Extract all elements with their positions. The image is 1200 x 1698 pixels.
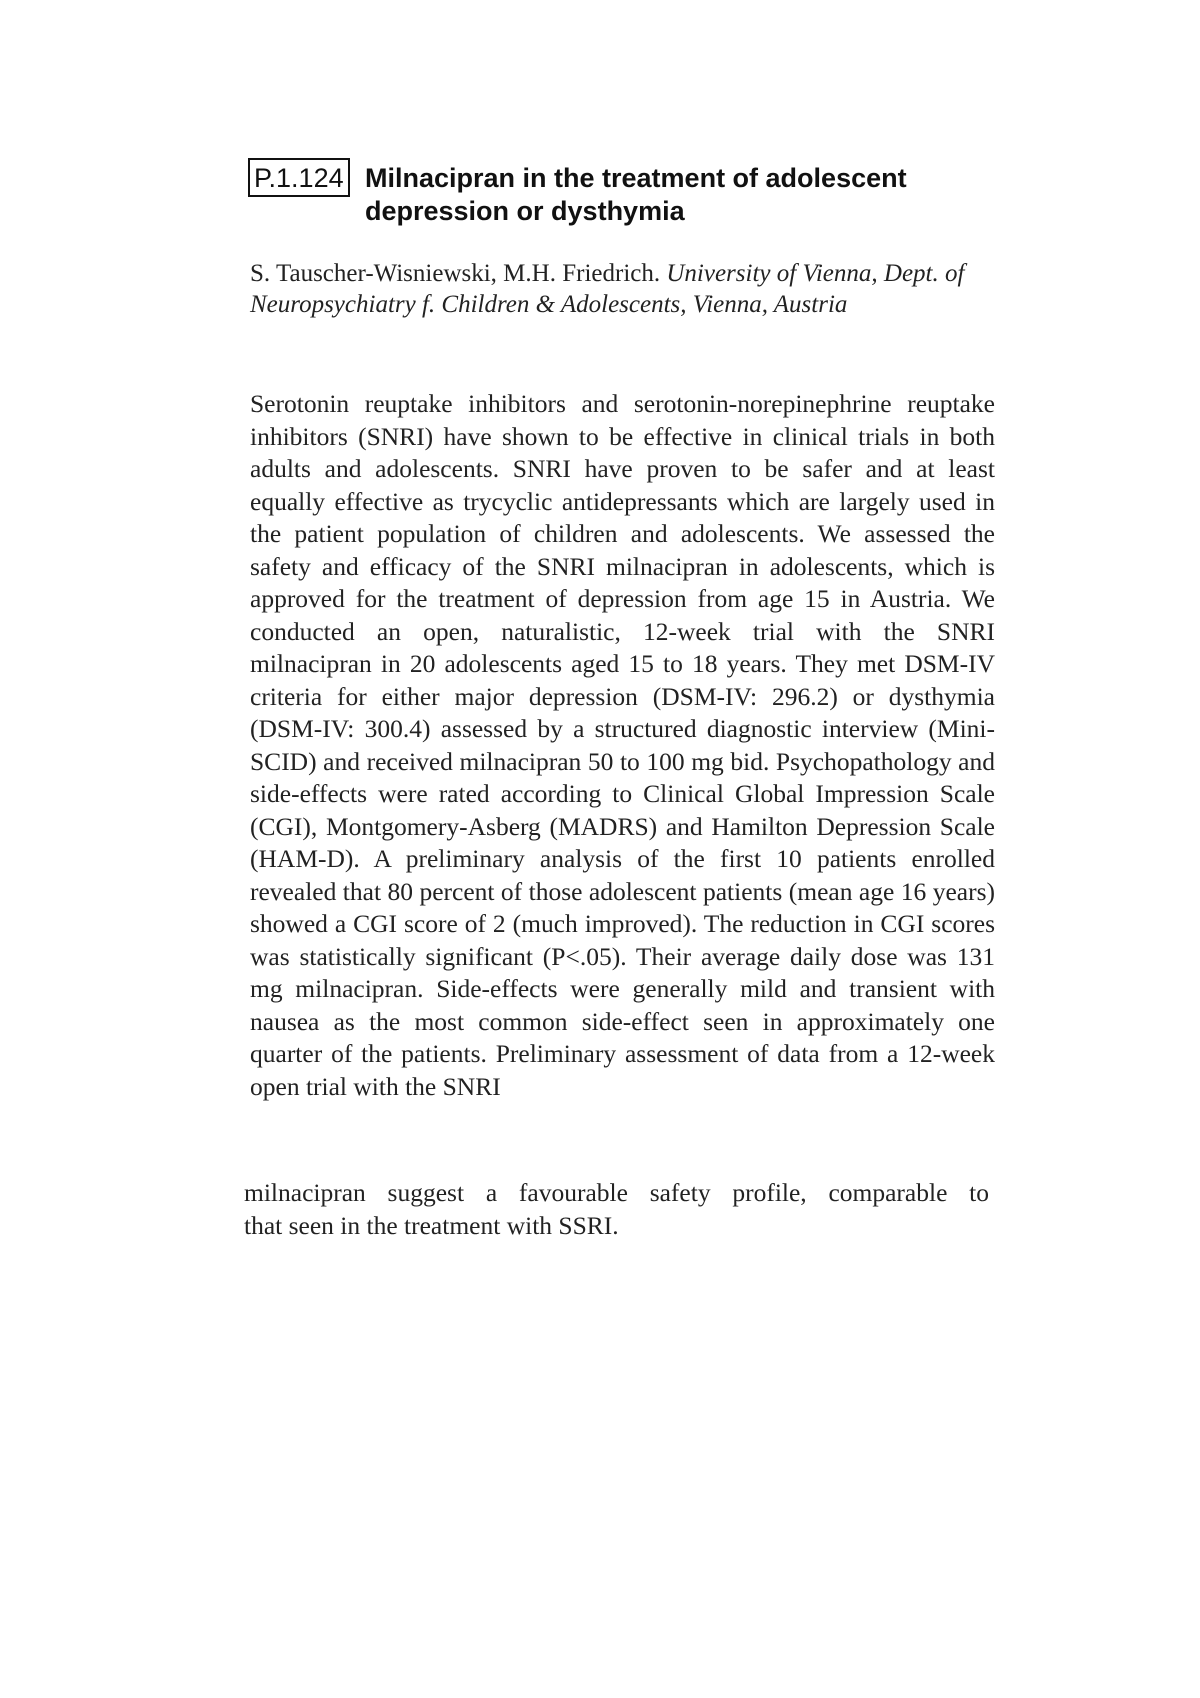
abstract-id-box: P.1.124 — [248, 158, 350, 197]
continuation-line-2: that seen in the treatment with SSRI. — [244, 1210, 619, 1240]
author-line — [250, 258, 990, 320]
continuation-line-1: milnacipran suggest a favourable safety profile, comparable to — [244, 1178, 989, 1207]
author-names: S. Tauscher-Wisniewski, M.H. Friedrich. — [250, 260, 661, 287]
author-affiliation: University of Vienna, Dept. of Neuropsychiatry f. Children & Adolescents, Vienna, Austria — [250, 260, 965, 318]
abstract-title: Milnacipran in the treatment of adolescent depression or dysthymia — [365, 163, 907, 226]
abstract-body-continuation — [244, 1177, 989, 1242]
abstract-body: Serotonin reuptake inhibitors and serotonin-norepinephrine reuptake inhibitors (SNRI) have shown to be effective in clinical trials in both adults and adolescents. SNRI have proven to be safer and at least equally effective as trycyclic antidepressants which are largely used in the patient population of children and adolescents. We assessed the safety and efficacy of the SNRI milnacipran in adolescents, which is approved for the treatment of depression from age 15 in Austria. We conducted an open, naturalistic, 12-week trial with the SNRI milnacipran in 20 adolescents aged 15 to 18 years. They met DSM-IV criteria for either major depression (DSM-IV: 296.2) or dysthymia (DSM-IV: 300.4) assessed by a structured diagnostic interview (Mini-SCID) and received milnacipran 50 to 100 mg bid. Psychopathology and side-effects were rated according to Clinical Global Impression Scale (CGI), Montgomery-Asberg (MADRS) and Hamilton Depression Scale (HAM-D). A preliminary analysis of the first 10 patients enrolled revealed that 80 percent of those adolescent patients (mean age 16 years) showed a CGI score of 2 (much improved). The reduction in CGI scores was statistically significant (P<.05). Their average daily dose was 131 mg milnacipran. Side-effects were generally mild and transient with nausea as the most common side-effect seen in approximately one quarter of the patients. Preliminary assessment of data from a 12-week open trial with the SNRI — [250, 389, 995, 1101]
